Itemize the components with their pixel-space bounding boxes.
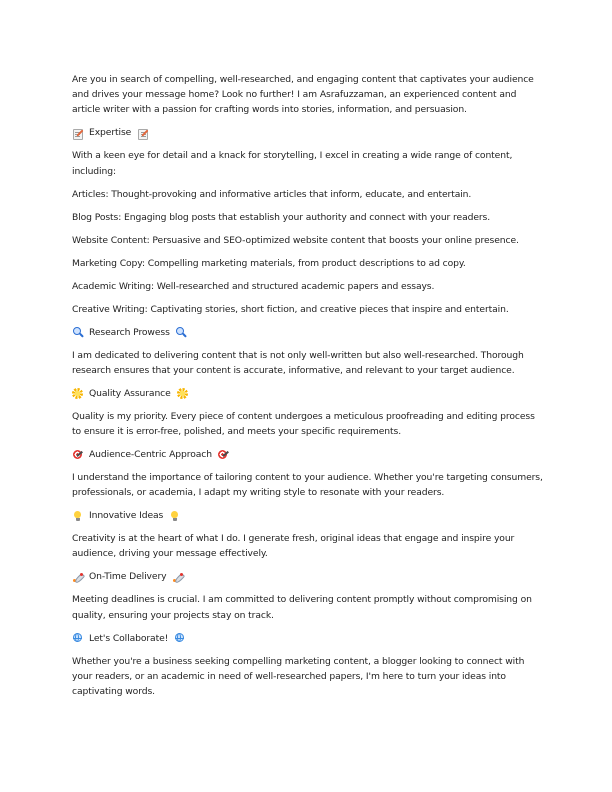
magnifying-glass-icon [176,327,187,338]
audience-paragraph: I understand the importance of tailoring content to your audience. Whether you're targeting consumers, professionals, or academia, I adapt my writing style to resonate with your readers. [72,472,543,499]
expertise-item: Marketing Copy: Compelling marketing materials, from product descriptions to ad copy. [72,257,466,269]
expertise-item: Website Content: Persuasive and SEO-optimized website content that boosts your online presence. [72,234,519,246]
heading-label: Let's Collaborate! [89,632,169,644]
heading-ideas [72,508,546,523]
expertise-item: Blog Posts: Engaging blog posts that establish your authority and connect with your readers. [72,211,491,223]
heading-label: On-Time Delivery [89,571,167,583]
memo-icon [72,128,83,139]
heading-label: Audience-Centric Approach [89,449,212,461]
globe-icon [72,633,83,644]
magnifying-glass-icon [72,327,83,338]
delivery-paragraph: Meeting deadlines is crucial. I am committed to delivering content promptly without compromising on quality, ensuring your projects stay on track. [72,594,532,621]
intro-paragraph: Are you in search of compelling, well-researched, and engaging content that captivates your audience and drives your message home? Look no further! I am Asrafuzzaman, an experienced content and article writer with a passion for crafting words into stories, information, and persuasion. [72,74,534,116]
rocket-icon [72,572,83,583]
heading-label: Quality Assurance [89,387,171,399]
memo-icon [137,128,148,139]
heading-expertise [72,125,546,140]
document-page [72,72,546,707]
research-paragraph: I am dedicated to delivering content that is not only well-written but also well-researched. Thorough research ensures that your content is accurate, informative, and relevant to your target audience. [72,349,524,376]
rocket-icon [172,572,183,583]
target-icon [218,449,229,460]
light-bulb-icon [169,510,180,521]
heading-quality [72,386,546,401]
glowing-star-icon [72,388,83,399]
quality-paragraph: Quality is my priority. Every piece of content undergoes a meticulous proofreading and editing process to ensure it is error-free, polished, and meets your specific requirements. [72,410,535,438]
expertise-intro: With a keen eye for detail and a knack for storytelling, I excel in creating a wide range of content, including: [72,150,513,177]
ideas-paragraph: Creativity is at the heart of what I do. I generate fresh, original ideas that engage and inspire your audience, driving your message effectively. [72,533,515,560]
collaborate-paragraph: Whether you're a business seeking compelling marketing content, a blogger looking to connect with your readers, or an academic in need of well-researched papers, I'm here to turn your ideas into captivating words. [72,655,525,698]
heading-audience [72,447,546,462]
heading-delivery [72,569,546,584]
heading-label: Expertise [89,127,132,139]
heading-label: Innovative Ideas [89,510,164,522]
light-bulb-icon [72,510,83,521]
heading-collaborate [72,631,546,646]
globe-icon [174,633,185,644]
heading-research [72,325,546,340]
target-icon [72,449,83,460]
expertise-item: Academic Writing: Well-researched and structured academic papers and essays. [72,280,435,292]
heading-label: Research Prowess [89,326,170,338]
expertise-item: Creative Writing: Captivating stories, short fiction, and creative pieces that inspire and entertain. [72,303,509,315]
expertise-item: Articles: Thought-provoking and informative articles that inform, educate, and entertain. [72,188,472,200]
glowing-star-icon [177,388,188,399]
